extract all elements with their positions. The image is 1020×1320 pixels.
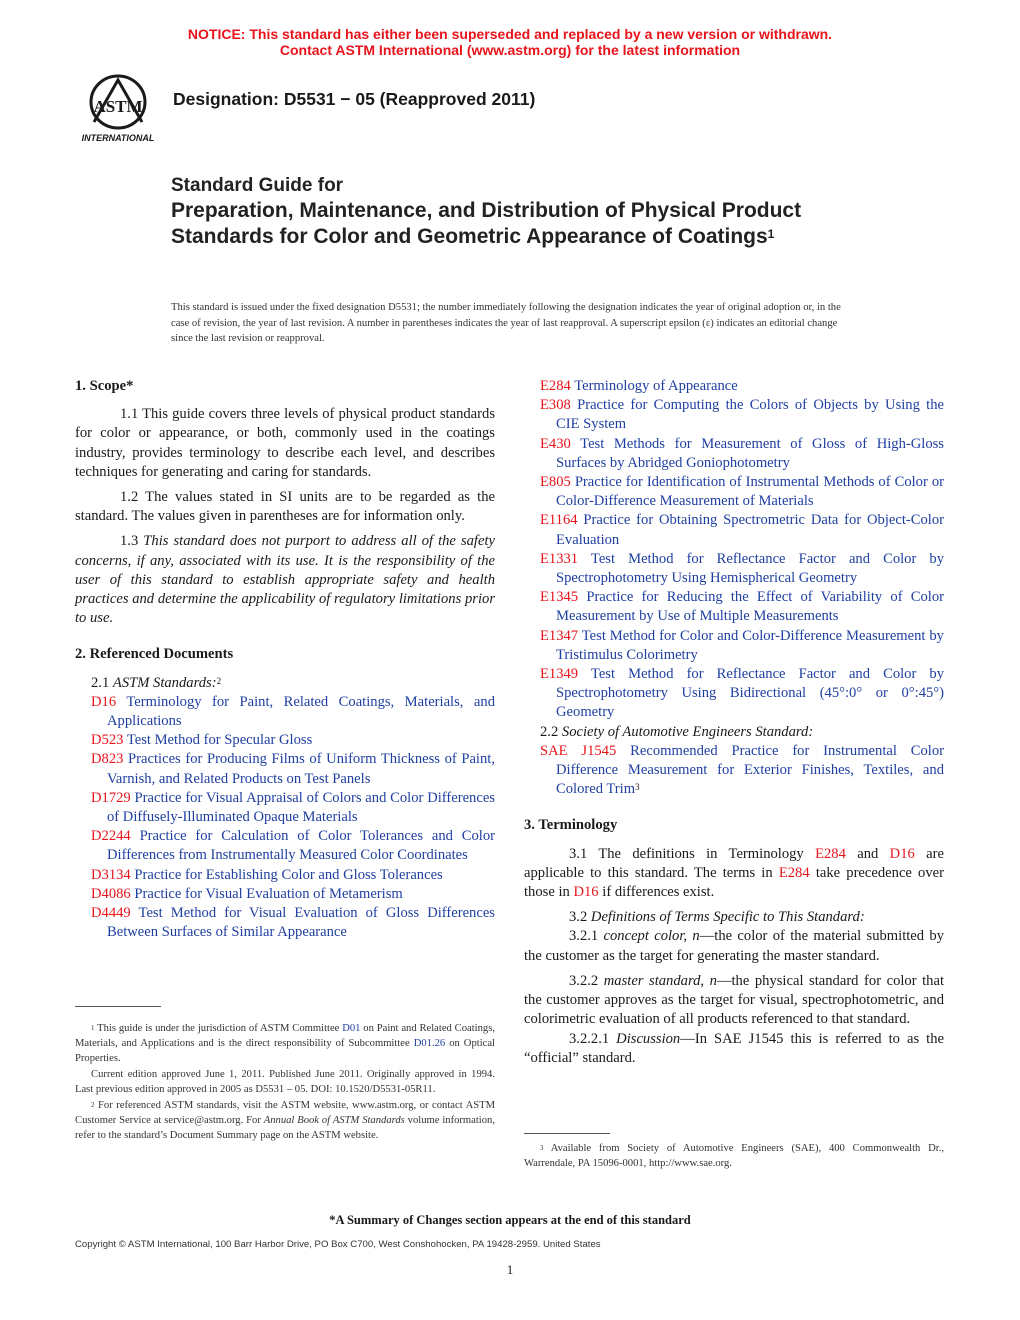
t3221-text: —In SAE J1545 this is referred to as the “official” standard. — [524, 1030, 944, 1066]
ref-title: Recommended Practice for Instrumental Color Difference Measurement for Exterior Finishes, Textiles, and Colored Trim — [556, 742, 944, 798]
ref-code: D3134 — [91, 866, 131, 883]
ref-title: Test Method for Reflectance Factor and Color by Spectrophotometry Using Bidirectional (45°:0° or 0°:45°) Geometry — [556, 666, 944, 721]
astm-ref-e1331[interactable] — [524, 550, 944, 588]
logo-letters: ASTM — [93, 97, 143, 116]
ref-title: Terminology of Appearance — [574, 378, 738, 394]
ref-code: D4086 — [91, 885, 131, 902]
astm-ref-e1345[interactable] — [524, 588, 944, 626]
astm-logo — [74, 74, 162, 146]
link-e284[interactable]: E284 — [815, 845, 846, 862]
astm-label-text: ASTM Standards: — [112, 674, 217, 691]
sae-ref-mark: 3 — [635, 782, 640, 793]
ref-title: Practice for Identification of Instrumental Methods of Color or Color-Difference Measurement of Materials — [556, 474, 944, 510]
footnote-2 — [75, 1098, 495, 1143]
fn2-mark: 2 — [91, 1101, 95, 1109]
fn2-italic: Annual Book of ASTM Standards — [263, 1115, 405, 1126]
t322-num: 3.2.2 — [569, 972, 599, 989]
notice-line-2: Contact ASTM International (www.astm.org) for the latest information — [279, 42, 741, 58]
term-3-2-1 — [524, 927, 944, 965]
t322-term: master standard, n — [603, 972, 717, 989]
astm-ref-e1164[interactable] — [524, 511, 944, 549]
astm-ref-d4086[interactable] — [75, 885, 495, 904]
link-e284-2[interactable]: E284 — [778, 864, 810, 881]
link-d01-26[interactable]: D01.26 — [413, 1038, 446, 1049]
astm-ref-e1349[interactable] — [524, 665, 944, 723]
t321-term: concept color, n — [603, 928, 700, 945]
term-3-2 — [524, 908, 944, 927]
link-d16[interactable]: D16 — [889, 845, 915, 862]
astm-refs-right — [524, 377, 944, 723]
astm-refs-left — [75, 693, 495, 943]
ref-title: Practice for Establishing Color and Gloss Tolerances — [134, 866, 443, 883]
fn1-mark: 1 — [91, 1024, 95, 1032]
ref-code: D2244 — [91, 828, 131, 845]
designation: Designation: D5531 − 05 (Reapproved 2011) — [173, 89, 536, 109]
summary-note: *A Summary of Changes section appears at the end of this standard — [329, 1213, 691, 1227]
title-pre: Standard Guide for — [171, 175, 344, 196]
astm-ref-d3134[interactable] — [75, 866, 495, 885]
fn1-c: on Optical Properties. — [75, 1038, 495, 1064]
footnote-1 — [75, 1021, 495, 1066]
notice-banner — [0, 26, 1020, 58]
fn1-b: on Paint and Related Coatings, Materials, and Applications and is the direct responsibility of Subcommittee — [75, 1023, 495, 1049]
sae-label-num: 2.2 — [540, 723, 559, 740]
page-number: 1 — [506, 1262, 514, 1277]
ref-title: Practice for Obtaining Spectrometric Data for Object-Color Evaluation — [556, 512, 944, 548]
ref-title: Practices for Producing Films of Uniform Thickness of Paint, Varnish, and Related Products on Test Panels — [107, 751, 495, 787]
astm-ref-d4449[interactable] — [75, 904, 495, 942]
ref-title: Test Method for Specular Gloss — [126, 732, 313, 749]
sae-standards-label — [524, 723, 944, 742]
ref-title: Practice for Visual Evaluation of Metamerism — [134, 885, 403, 902]
ref-code: D523 — [91, 732, 124, 749]
fn2-b: volume information, refer to the standard’s Document Summary page on the ASTM website. — [75, 1115, 495, 1141]
ref-title: Test Method for Reflectance Factor and Color by Spectrophotometry Using Hemispherical Geometry — [556, 550, 944, 587]
sae-ref[interactable] — [524, 742, 944, 800]
ref-title: Test Methods for Measurement of Gloss of High-Gloss Surfaces by Abridged Goniophotometry — [556, 435, 944, 471]
astm-ref-e1347[interactable] — [524, 627, 944, 665]
ref-title: Practice for Reducing the Effect of Variability of Color Measurement by Use of Multiple Measurements — [556, 589, 945, 625]
fn3-mark: 3 — [540, 1144, 544, 1152]
scope-1-3-text: This standard does not purport to address all of the safety concerns, if any, associated with its use. It is the responsibility of the user of this standard to establish appropriate safety and health practices and determine the applicability of regulatory limitations prior to use. — [75, 533, 495, 627]
footnote-rule-right — [524, 1133, 610, 1134]
ref-code: E805 — [540, 474, 571, 491]
right-column — [524, 377, 944, 1074]
fn3-text: Available from Society of Automotive Engineers (SAE), 400 Commonwealth Dr., Warrendale, PA 15096-0001, http://www.sae.org. — [524, 1143, 944, 1169]
ref-code: D823 — [91, 751, 124, 768]
astm-ref-d523[interactable] — [75, 731, 495, 750]
astm-ref-d16[interactable] — [75, 693, 495, 731]
left-column — [75, 377, 495, 942]
link-d16-2[interactable]: D16 — [573, 884, 599, 901]
footnote-3 — [524, 1141, 944, 1171]
fn2-a: For referenced ASTM standards, visit the ASTM website, www.astm.org, or contact ASTM Customer Service at service@astm.org. For — [75, 1100, 495, 1126]
footnote-1-edition: Current edition approved June 1, 2011. Published June 2011. Originally approved in 1994. Last previous edition approved in 2005 as D5531 – 05. DOI: 10.1520/D5531-05R11. — [75, 1069, 495, 1095]
astm-ref-e805[interactable] — [524, 473, 944, 511]
footnote-rule-left — [75, 1006, 161, 1007]
t321-text: —the color of the material submitted by the customer as the target for generating the master standard. — [524, 928, 944, 964]
ref-code: E1164 — [540, 512, 578, 529]
notice-line-1: NOTICE: This standard has either been superseded and replaced by a new version or withdrawn. — [187, 26, 833, 42]
t31-d: if differences exist. — [602, 884, 715, 901]
astm-ref-e284[interactable] — [524, 377, 944, 396]
terminology-heading: 3. Terminology — [524, 817, 618, 834]
astm-standards-label — [75, 674, 495, 693]
title-footnote-mark: 1 — [767, 227, 775, 241]
title-main — [171, 198, 871, 250]
t321-num: 3.2.1 — [569, 928, 599, 945]
ref-code: E1331 — [540, 550, 579, 567]
document-title — [171, 174, 871, 250]
t31-a: 3.1 The definitions in Terminology — [569, 845, 804, 862]
ref-code: D4449 — [91, 905, 131, 922]
scope-heading: 1. Scope* — [75, 378, 134, 394]
astm-ref-e308[interactable] — [524, 396, 944, 434]
ref-code: E284 — [540, 378, 571, 394]
astm-ref-d1729[interactable] — [75, 789, 495, 827]
ref-code: D1729 — [91, 789, 131, 806]
issued-note: This standard is issued under the fixed designation D5531; the number immediately following the designation indicates the year of original adoption or, in the case of revision, the year of last revision. A number in parentheses indicates the year of last reapproval. A superscript epsilon (ε) indicates an editorial change since the last revision or reapproval. — [171, 302, 841, 344]
astm-label-mark: 2 — [216, 675, 222, 686]
t3221-num: 3.2.2.1 — [569, 1030, 610, 1047]
footnotes-left — [75, 1021, 495, 1144]
t31-c: take precedence over those in — [524, 864, 944, 901]
copyright: Copyright © ASTM International, 100 Barr Harbor Drive, PO Box C700, West Conshohocken, PA 19428-2959. United States — [75, 1239, 601, 1250]
ref-code: SAE J1545 — [540, 742, 617, 759]
ref-code: E430 — [540, 435, 571, 452]
ref-code: E1347 — [540, 627, 579, 644]
footnotes-right — [524, 1141, 944, 1172]
t31-and: and — [857, 845, 879, 862]
ref-title: Practice for Visual Appraisal of Colors and Color Differences of Diffusely-Illuminated Opaque Materials — [107, 789, 495, 826]
scope-1-2: 1.2 The values stated in SI units are to be regarded as the standard. The values given in parentheses are for information only. — [75, 489, 495, 525]
ref-code: E308 — [540, 397, 571, 414]
astm-ref-d823[interactable] — [75, 750, 495, 788]
t322-text: —the physical standard for color that the customer approves as the target for visual, spectrophotometric, and colorimetric evaluation of all products referenced to that standard. — [524, 972, 945, 1028]
t3221-term: Discussion — [616, 1030, 681, 1047]
scope-1-3 — [75, 532, 495, 628]
t31-b: are applicable to this standard. The terms in — [524, 845, 944, 881]
ref-title: Practice for Calculation of Color Tolerances and Color Differences from Instrumentally Measured Color Coordinates — [107, 828, 495, 864]
referenced-heading: 2. Referenced Documents — [75, 646, 234, 663]
astm-label-num: 2.1 — [91, 674, 110, 691]
term-3-2-2 — [524, 972, 944, 1030]
astm-ref-e430[interactable] — [524, 435, 944, 473]
ref-code: E1349 — [540, 666, 579, 683]
scope-1-1: 1.1 This guide covers three levels of physical product standards for color or appearance, or both, commonly used in the coatings industry, provides terminology to describe each level, and describes techniques for generating and caring for standards. — [75, 406, 495, 480]
astm-ref-d2244[interactable] — [75, 827, 495, 865]
ref-title: Terminology for Paint, Related Coatings, Materials, and Applications — [107, 693, 495, 730]
t32-num: 3.2 — [569, 909, 588, 926]
ref-code: E1345 — [540, 589, 579, 606]
t32-text: Definitions of Terms Specific to This Standard: — [590, 909, 865, 926]
ref-title: Practice for Computing the Colors of Objects by Using the CIE System — [556, 397, 944, 433]
logo-text: INTERNATIONAL — [81, 133, 155, 143]
ref-title: Test Method for Visual Evaluation of Gloss Differences Between Surfaces of Similar Appearance — [107, 905, 495, 941]
ref-code: D16 — [91, 693, 117, 710]
term-3-2-2-1 — [524, 1030, 944, 1068]
sae-label-text: Society of Automotive Engineers Standard: — [561, 723, 814, 740]
scope-1-3-num: 1.3 — [120, 533, 139, 550]
link-d01[interactable]: D01 — [342, 1023, 361, 1034]
title-main-text: Preparation, Maintenance, and Distribution of Physical Product Standards for Color and Geometric Appearance of Coatings — [171, 199, 802, 248]
fn1-a: This guide is under the jurisdiction of ASTM Committee — [97, 1023, 340, 1034]
term-3-1 — [524, 845, 944, 903]
ref-title: Test Method for Color and Color-Difference Measurement by Tristimulus Colorimetry — [556, 627, 944, 663]
